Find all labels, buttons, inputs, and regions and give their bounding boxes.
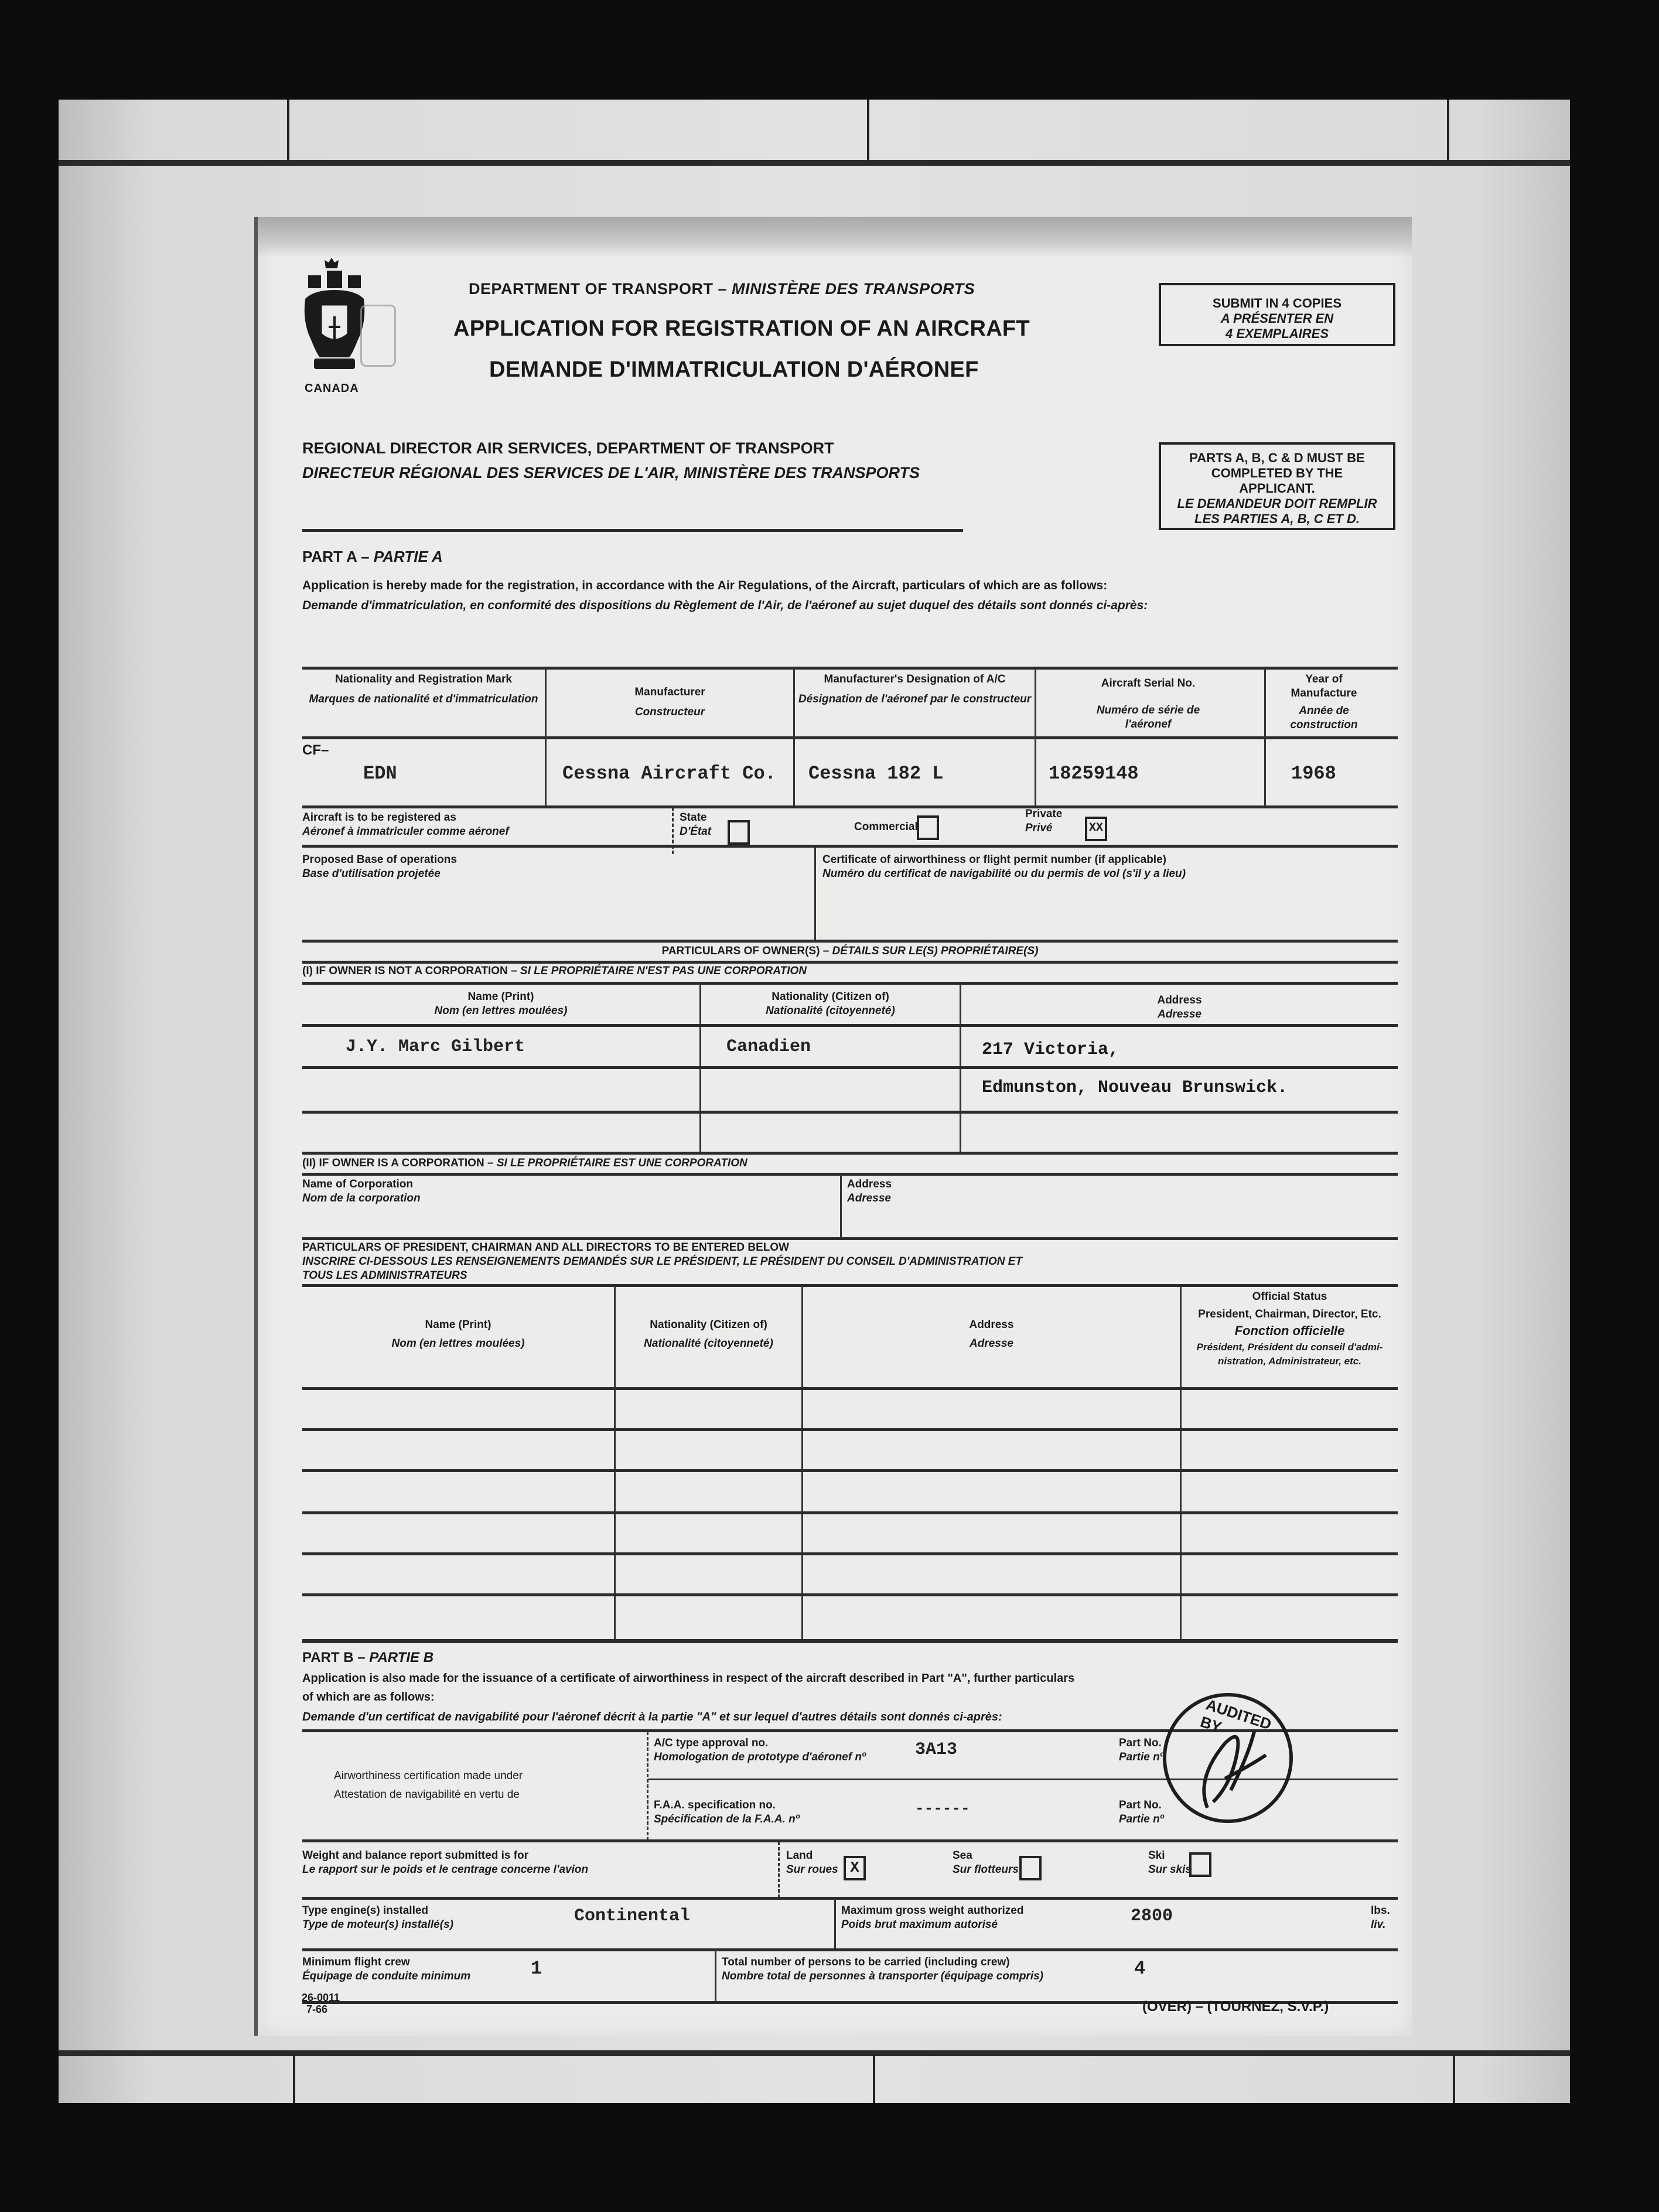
option-en: State [680, 811, 707, 824]
option-fr: Sur skis [1148, 1863, 1192, 1876]
col-header-fr: Adresse [1158, 1008, 1201, 1020]
corp-name-label [302, 1177, 421, 1206]
crew-fr: Équipage de conduite minimum [302, 1970, 471, 1982]
col-header-fr: Nationalité (citoyenneté) [766, 1005, 895, 1017]
table-rule [302, 1552, 1398, 1555]
persons-en: Total number of persons to be carried (including crew) [722, 1956, 1010, 1968]
parts-required-notice [1159, 442, 1395, 530]
corp-name-fr: Nom de la corporation [302, 1192, 421, 1204]
addressee-en: REGIONAL DIRECTOR AIR SERVICES, DEPARTMENT OF TRANSPORT [302, 439, 834, 457]
frame-divider [867, 100, 869, 162]
table-rule [302, 1593, 1398, 1596]
directors-title [302, 1241, 1022, 1283]
engine-en: Type engine(s) installed [302, 1904, 429, 1917]
owners-title-fr: DÉTAILS SUR LE(S) PROPRIÉTAIRE(S) [832, 945, 1039, 957]
ski-checkbox[interactable] [1189, 1852, 1211, 1877]
torn-top-edge [258, 217, 1412, 258]
notice-line: A PRÉSENTER EN [1220, 311, 1334, 326]
table-rule [302, 1284, 1398, 1287]
directors-title-fr: INSCRIRE CI-DESSOUS LES RENSEIGNEMENTS DEMANDÉS SUR LE PRÉSIDENT, LE PRÉSIDENT DU CONSEIL D'ADMINISTRATION ET [302, 1255, 1023, 1268]
base-label [302, 853, 457, 881]
part-no-fr: Partie nº [1119, 1813, 1164, 1825]
part-b-title-fr: PARTIE B [369, 1650, 434, 1665]
col-header-fr: Nom (en lettres moulées) [434, 1005, 568, 1017]
option-commercial: Commercial [854, 821, 918, 833]
addressee-fr: DIRECTEUR RÉGIONAL DES SERVICES DE L'AIR, MINISTÈRE DES TRANSPORTS [302, 464, 920, 482]
department-fr: MINISTÈRE DES TRANSPORTS [732, 280, 975, 298]
col-header-serial [1072, 677, 1224, 732]
submit-copies-notice [1159, 283, 1395, 346]
cert-made-en: Airworthiness certification made under [334, 1770, 523, 1782]
col-header-fr: Désignation de l'aéronef par le constructeur [798, 693, 1032, 705]
col-header-en: Address [969, 1319, 1014, 1331]
stamp-text: AUDITED BY [1198, 1695, 1274, 1736]
type-approval-label [654, 1736, 866, 1764]
corp-address-label [847, 1177, 892, 1206]
over-note: (OVER) – (TOURNEZ, S.V.P.) [1142, 1999, 1329, 2015]
engine-fr: Type de moteur(s) installé(s) [302, 1919, 453, 1931]
notice-line: LE DEMANDEUR DOIT REMPLIR [1177, 496, 1377, 511]
owners-title [302, 944, 1398, 958]
persons-value: 4 [1134, 1958, 1146, 1979]
col-header-manufacturer [547, 685, 793, 719]
registered-as-fr: Aéronef à immatriculer comme aéronef [302, 825, 509, 838]
table-rule [302, 1428, 1398, 1431]
directors-title-en: PARTICULARS OF PRESIDENT, CHAIRMAN AND ALL DIRECTORS TO BE ENTERED BELOW [302, 1241, 790, 1254]
table-rule [302, 1897, 1398, 1900]
designation-value: Cessna 182 L [808, 763, 944, 784]
col-header-fr: Constructeur [634, 706, 705, 718]
table-rule [302, 667, 1398, 670]
part-no-en: Part No. [1119, 1799, 1162, 1811]
base-label-fr: Base d'utilisation projetée [302, 868, 441, 880]
table-rule [302, 1511, 1398, 1514]
type-approval-en: A/C type approval no. [654, 1737, 769, 1749]
notice-line: LES PARTIES A, B, C ET D. [1194, 511, 1360, 526]
owner-name-value: J.Y. Marc Gilbert [346, 1037, 525, 1057]
col-header-fr: Nom (en lettres moulées) [391, 1337, 525, 1350]
persons-label [722, 1955, 1043, 1984]
table-rule [302, 1237, 1398, 1240]
gear-option-ski [1148, 1849, 1192, 1877]
option-fr: D'État [680, 825, 712, 838]
gross-weight-unit [1371, 1904, 1390, 1932]
certificate-label-en: Certificate of airworthiness or flight permit number (if applicable) [822, 854, 1166, 866]
table-rule [302, 1111, 1398, 1114]
notice-line: APPLICANT. [1239, 481, 1315, 496]
state-checkbox[interactable] [728, 820, 750, 845]
land-checkbox[interactable]: X [844, 1856, 866, 1880]
part-b-intro-fr: Demande d'un certificat de navigabilité pour l'aéronef décrit à la partie "A" et sur lequel d'autres détails sont donnés ci-après: [302, 1711, 1002, 1723]
col-header-en: Nationality and Registration Mark [335, 673, 512, 685]
field-divider [715, 1950, 716, 2002]
section-ii-en: (II) IF OWNER IS A CORPORATION – [302, 1157, 494, 1169]
frame-rule [59, 2050, 1570, 2056]
owner-nationality-value: Canadien [726, 1037, 811, 1057]
part-a-title [302, 548, 443, 566]
table-rule [302, 1173, 1398, 1176]
option-fr: Sur flotteurs [953, 1863, 1019, 1876]
certificate-label-fr: Numéro du certificat de navigabilité ou du permis de vol (s'il y a lieu) [822, 868, 1186, 880]
audited-stamp [1163, 1693, 1293, 1823]
col-header-fr: Marques de nationalité et d'immatriculation [309, 693, 538, 705]
notice-line: COMPLETED BY THE [1211, 466, 1343, 480]
table-rule [302, 1639, 1398, 1643]
table-rule [302, 736, 1398, 739]
table-rule [302, 940, 1398, 943]
frame-divider [1453, 2054, 1455, 2103]
director-col-status [1182, 1290, 1398, 1368]
faa-spec-en: F.A.A. specification no. [654, 1799, 776, 1811]
col-header-fr: Adresse [970, 1337, 1013, 1350]
part-b-intro-en: Application is also made for the issuance of a certificate of airworthiness in respect of the aircraft described in Part "A", further particulars [302, 1672, 1075, 1685]
table-rule [302, 805, 1398, 808]
directors-title-fr: TOUS LES ADMINISTRATEURS [302, 1269, 467, 1282]
weight-balance-label [302, 1849, 588, 1877]
table-rule [302, 845, 1398, 848]
col-header-fr: Fonction officielle [1234, 1323, 1345, 1338]
canada-coat-of-arms-icon [302, 258, 367, 375]
part-a-intro-fr: Demande d'immatriculation, en conformité des dispositions du Règlement de l'Air, de l'aéronef au sujet duquel des détails sont donnés ci-après: [302, 599, 1148, 612]
col-header-nationality [302, 673, 545, 706]
table-divider [1264, 668, 1266, 806]
gross-weight-en: Maximum gross weight authorized [841, 1904, 1024, 1917]
col-header-fr: Numéro de série de l'aéronef [1096, 704, 1200, 730]
country-label: CANADA [305, 382, 359, 395]
table-rule [302, 1152, 1398, 1155]
signature-icon [1190, 1720, 1272, 1814]
part-a-intro-en: Application is hereby made for the registration, in accordance with the Air Regulations, of the Aircraft, particulars of which are as follows: [302, 579, 1108, 592]
option-fr: Privé [1025, 822, 1053, 834]
weight-balance-fr: Le rapport sur le poids et le centrage concerne l'avion [302, 1863, 589, 1876]
part-no-fr: Partie nº [1119, 1751, 1164, 1763]
department-en: DEPARTMENT OF TRANSPORT – [469, 280, 728, 298]
gross-weight-label [841, 1904, 1023, 1932]
registration-prefix: CF– [302, 742, 329, 758]
cert-made-fr: Attestation de navigabilité en vertu de [334, 1788, 520, 1801]
owner-col-nationality [701, 990, 960, 1018]
field-divider [778, 1842, 780, 1898]
part-no-label-2 [1119, 1798, 1164, 1827]
engine-label [302, 1904, 453, 1932]
faa-spec-value: ------ [915, 1800, 970, 1817]
cert-made-label [334, 1769, 523, 1802]
part-no-en: Part No. [1119, 1737, 1162, 1749]
registration-mark-value: EDN [363, 763, 397, 784]
part-b-title-en: PART B – [302, 1650, 366, 1665]
col-header-en: Address [1157, 994, 1202, 1006]
corp-address-en: Address [847, 1178, 892, 1190]
table-rule [302, 1024, 1398, 1027]
registration-form [254, 217, 1412, 2036]
field-divider [814, 847, 816, 941]
col-header-year [1271, 673, 1377, 732]
type-approval-fr: Homologation de prototype d'aéronef nº [654, 1751, 866, 1763]
col-header-fr: Nationalité (citoyenneté) [644, 1337, 773, 1350]
col-header-en: Nationality (Citizen of) [772, 991, 889, 1003]
base-label-en: Proposed Base of operations [302, 854, 457, 866]
col-header-en: Name (Print) [467, 991, 534, 1003]
col-header-en: Aircraft Serial No. [1101, 677, 1196, 689]
gross-weight-fr: Poids brut maximum autorisé [841, 1919, 998, 1931]
director-col-address [803, 1318, 1180, 1351]
form-title-en: APPLICATION FOR REGISTRATION OF AN AIRCRAFT [453, 316, 1030, 341]
table-rule [302, 961, 1398, 964]
col-header-fr: Président, Président du conseil d'admi- [1196, 1341, 1383, 1353]
crew-en: Minimum flight crew [302, 1956, 410, 1968]
section-i-fr: SI LE PROPRIÉTAIRE N'EST PAS UNE CORPORATION [520, 965, 807, 977]
table-rule [302, 1469, 1398, 1472]
frame-divider [287, 100, 289, 162]
frame-divider [873, 2054, 875, 2103]
col-header-en: Name (Print) [425, 1319, 491, 1331]
registered-as-en: Aircraft is to be registered as [302, 811, 456, 824]
frame-divider [293, 2054, 295, 2103]
form-number-code: 26-0011 [302, 1992, 340, 2003]
option-fr: Sur roues [786, 1863, 838, 1876]
corp-name-en: Name of Corporation [302, 1178, 413, 1190]
col-header-fr: nistration, Administrateur, etc. [1218, 1356, 1361, 1367]
notice-line: PARTS A, B, C & D MUST BE [1189, 450, 1365, 465]
faa-spec-label [654, 1798, 800, 1827]
staple-mark-icon [360, 305, 396, 367]
section-ii-fr: SI LE PROPRIÉTAIRE EST UNE CORPORATION [496, 1157, 747, 1169]
option-state [680, 811, 711, 839]
crew-value: 1 [531, 1958, 542, 1979]
col-header-en: Manufacturer [634, 686, 705, 698]
notice-line: 4 EXEMPLAIRES [1225, 326, 1329, 341]
field-divider [647, 1732, 648, 1841]
section-i-title [302, 964, 807, 978]
table-rule [302, 1839, 1398, 1842]
option-en: Ski [1148, 1849, 1165, 1862]
owners-title-en: PARTICULARS OF OWNER(S) – [661, 945, 830, 957]
form-title-fr: DEMANDE D'IMMATRICULATION D'AÉRONEF [489, 357, 979, 382]
gear-option-sea [953, 1849, 1019, 1877]
field-divider [834, 1898, 836, 1950]
form-number [302, 1992, 340, 2015]
section-ii-title [302, 1156, 747, 1170]
engine-value: Continental [574, 1906, 691, 1926]
director-col-nationality [616, 1318, 801, 1351]
option-en: Sea [953, 1849, 972, 1862]
table-rule [302, 1066, 1398, 1069]
manufacturer-value: Cessna Aircraft Co. [562, 763, 776, 784]
serial-value: 18259148 [1049, 763, 1139, 784]
persons-fr: Nombre total de personnes à transporter (équipage compris) [722, 1970, 1043, 1982]
certificate-label [822, 853, 1186, 881]
col-header-en: President, Chairman, Director, Etc. [1198, 1308, 1381, 1320]
crew-label [302, 1955, 470, 1984]
table-rule [302, 1948, 1398, 1951]
sea-checkbox[interactable] [1019, 1856, 1042, 1880]
registered-as-label [302, 811, 509, 839]
option-private [1025, 807, 1062, 835]
part-b-intro-en-2: of which are as follows: [302, 1691, 435, 1704]
department-title [469, 280, 975, 298]
year-value: 1968 [1291, 763, 1336, 784]
private-checkbox[interactable]: XX [1085, 817, 1107, 841]
part-a-title-fr: PARTIE A [373, 548, 443, 565]
col-header-en: Year of Manufacture [1291, 673, 1357, 699]
col-header-fr: Année de construction [1290, 705, 1358, 731]
owner-address-line-2: Edmunston, Nouveau Brunswick. [982, 1078, 1288, 1098]
owner-address-line-1: 217 Victoria, [982, 1040, 1119, 1060]
weight-balance-en: Weight and balance report submitted is for [302, 1849, 529, 1862]
section-i-en: (I) IF OWNER IS NOT A CORPORATION – [302, 965, 517, 977]
form-number-date: 7-66 [306, 2003, 328, 2015]
col-header-en: Official Status [1252, 1291, 1327, 1303]
unit-fr: liv. [1371, 1919, 1386, 1931]
frame-divider [1447, 100, 1449, 162]
type-approval-value: 3A13 [915, 1740, 958, 1760]
table-divider [1035, 668, 1036, 806]
part-b-title [302, 1650, 433, 1666]
gross-weight-value: 2800 [1131, 1906, 1173, 1926]
address-line [302, 529, 963, 532]
option-en: Private [1025, 808, 1063, 820]
notice-line: SUBMIT IN 4 COPIES [1212, 296, 1342, 310]
field-divider [840, 1174, 842, 1238]
gear-option-land [786, 1849, 838, 1877]
col-header-en: Nationality (Citizen of) [650, 1319, 767, 1331]
owner-col-address [961, 994, 1398, 1022]
option-en: Land [786, 1849, 813, 1862]
col-header-designation [795, 673, 1035, 706]
corp-address-fr: Adresse [847, 1192, 891, 1204]
unit-en: lbs. [1371, 1904, 1390, 1917]
commercial-checkbox[interactable] [917, 815, 939, 840]
frame-rule [59, 160, 1570, 166]
director-col-name [302, 1318, 614, 1351]
table-rule [302, 1387, 1398, 1390]
table-rule [302, 982, 1398, 985]
part-a-title-en: PART A – [302, 548, 370, 565]
owner-col-name [302, 990, 699, 1018]
col-header-en: Manufacturer's Designation of A/C [824, 673, 1006, 685]
faa-spec-fr: Spécification de la F.A.A. nº [654, 1813, 800, 1825]
part-no-label-1 [1119, 1736, 1164, 1764]
